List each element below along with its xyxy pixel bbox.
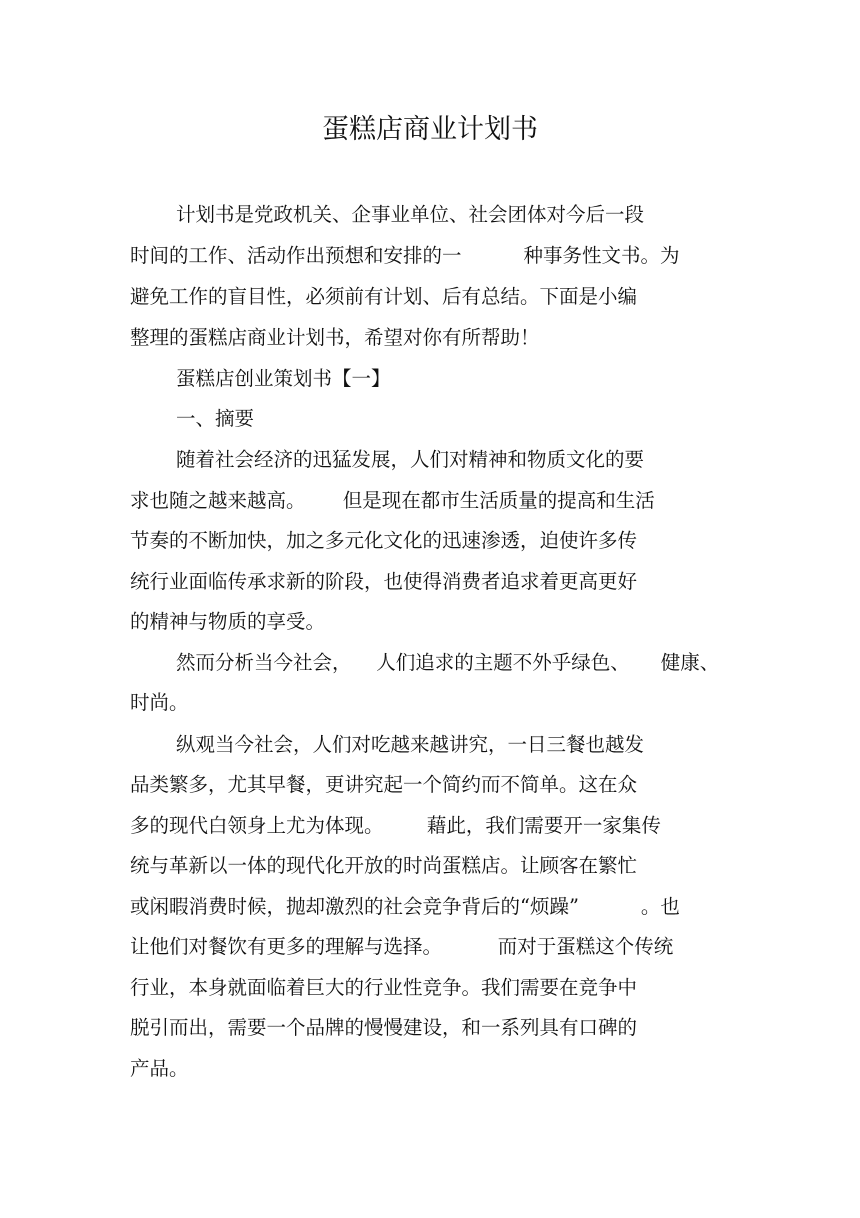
text-line: 脱引而出，需要一个品牌的慢慢建设，和一系列具有口碑的 bbox=[130, 1016, 638, 1039]
text-line: 一、摘要 bbox=[176, 407, 255, 430]
text-line: 蛋糕店创业策划书【一】 bbox=[176, 367, 391, 390]
text-line: 行业，本身就面临着巨大的行业性竞争。我们需要在竞争中 bbox=[130, 976, 638, 999]
text-line: 的精神与物质的享受。 bbox=[130, 610, 326, 633]
text-line: 时尚。 bbox=[130, 691, 189, 714]
text-line: 产品。 bbox=[130, 1057, 189, 1080]
text-line: 计划书是党政机关、企事业单位、社会团体对今后一段 bbox=[176, 203, 645, 226]
text-line: 让他们对餐饮有更多的理解与选择。 而对于蛋糕这个传统 bbox=[130, 935, 674, 958]
document-title: 蛋糕店商业计划书 bbox=[322, 114, 538, 145]
text-line: 品类繁多，尤其早餐，更讲究起一个简约而不简单。这在众 bbox=[130, 773, 638, 796]
text-line: 多的现代白领身上尤为体现。 藉此，我们需要开一家集传 bbox=[130, 814, 661, 837]
text-line: 然而分析当今社会， 人们追求的主题不外乎绿色、 健康、 bbox=[176, 651, 720, 674]
text-line: 时间的工作、活动作出预想和安排的一 种事务性文书。为 bbox=[130, 244, 680, 267]
text-line: 纵观当今社会，人们对吃越来越讲究，一日三餐也越发 bbox=[176, 733, 645, 756]
text-line: 求也随之越来越高。 但是现在都市生活质量的提高和生活 bbox=[130, 489, 655, 512]
text-line: 整理的蛋糕店商业计划书，希望对你有所帮助！ bbox=[130, 326, 540, 349]
text-line: 随着社会经济的迅猛发展，人们对精神和物质文化的要 bbox=[176, 448, 645, 471]
text-line: 或闲暇消费时候，抛却激烈的社会竞争背后的“烦躁” 。也 bbox=[130, 895, 680, 918]
text-line: 节奏的不断加快，加之多元化文化的迅速渗透，迫使许多传 bbox=[130, 529, 638, 552]
text-line: 避免工作的盲目性，必须前有计划、后有总结。下面是小编 bbox=[130, 285, 638, 308]
text-line: 统行业面临传承求新的阶段，也使得消费者追求着更高更好 bbox=[130, 570, 638, 593]
text-line: 统与革新以一体的现代化开放的时尚蛋糕店。让顾客在繁忙 bbox=[130, 854, 638, 877]
